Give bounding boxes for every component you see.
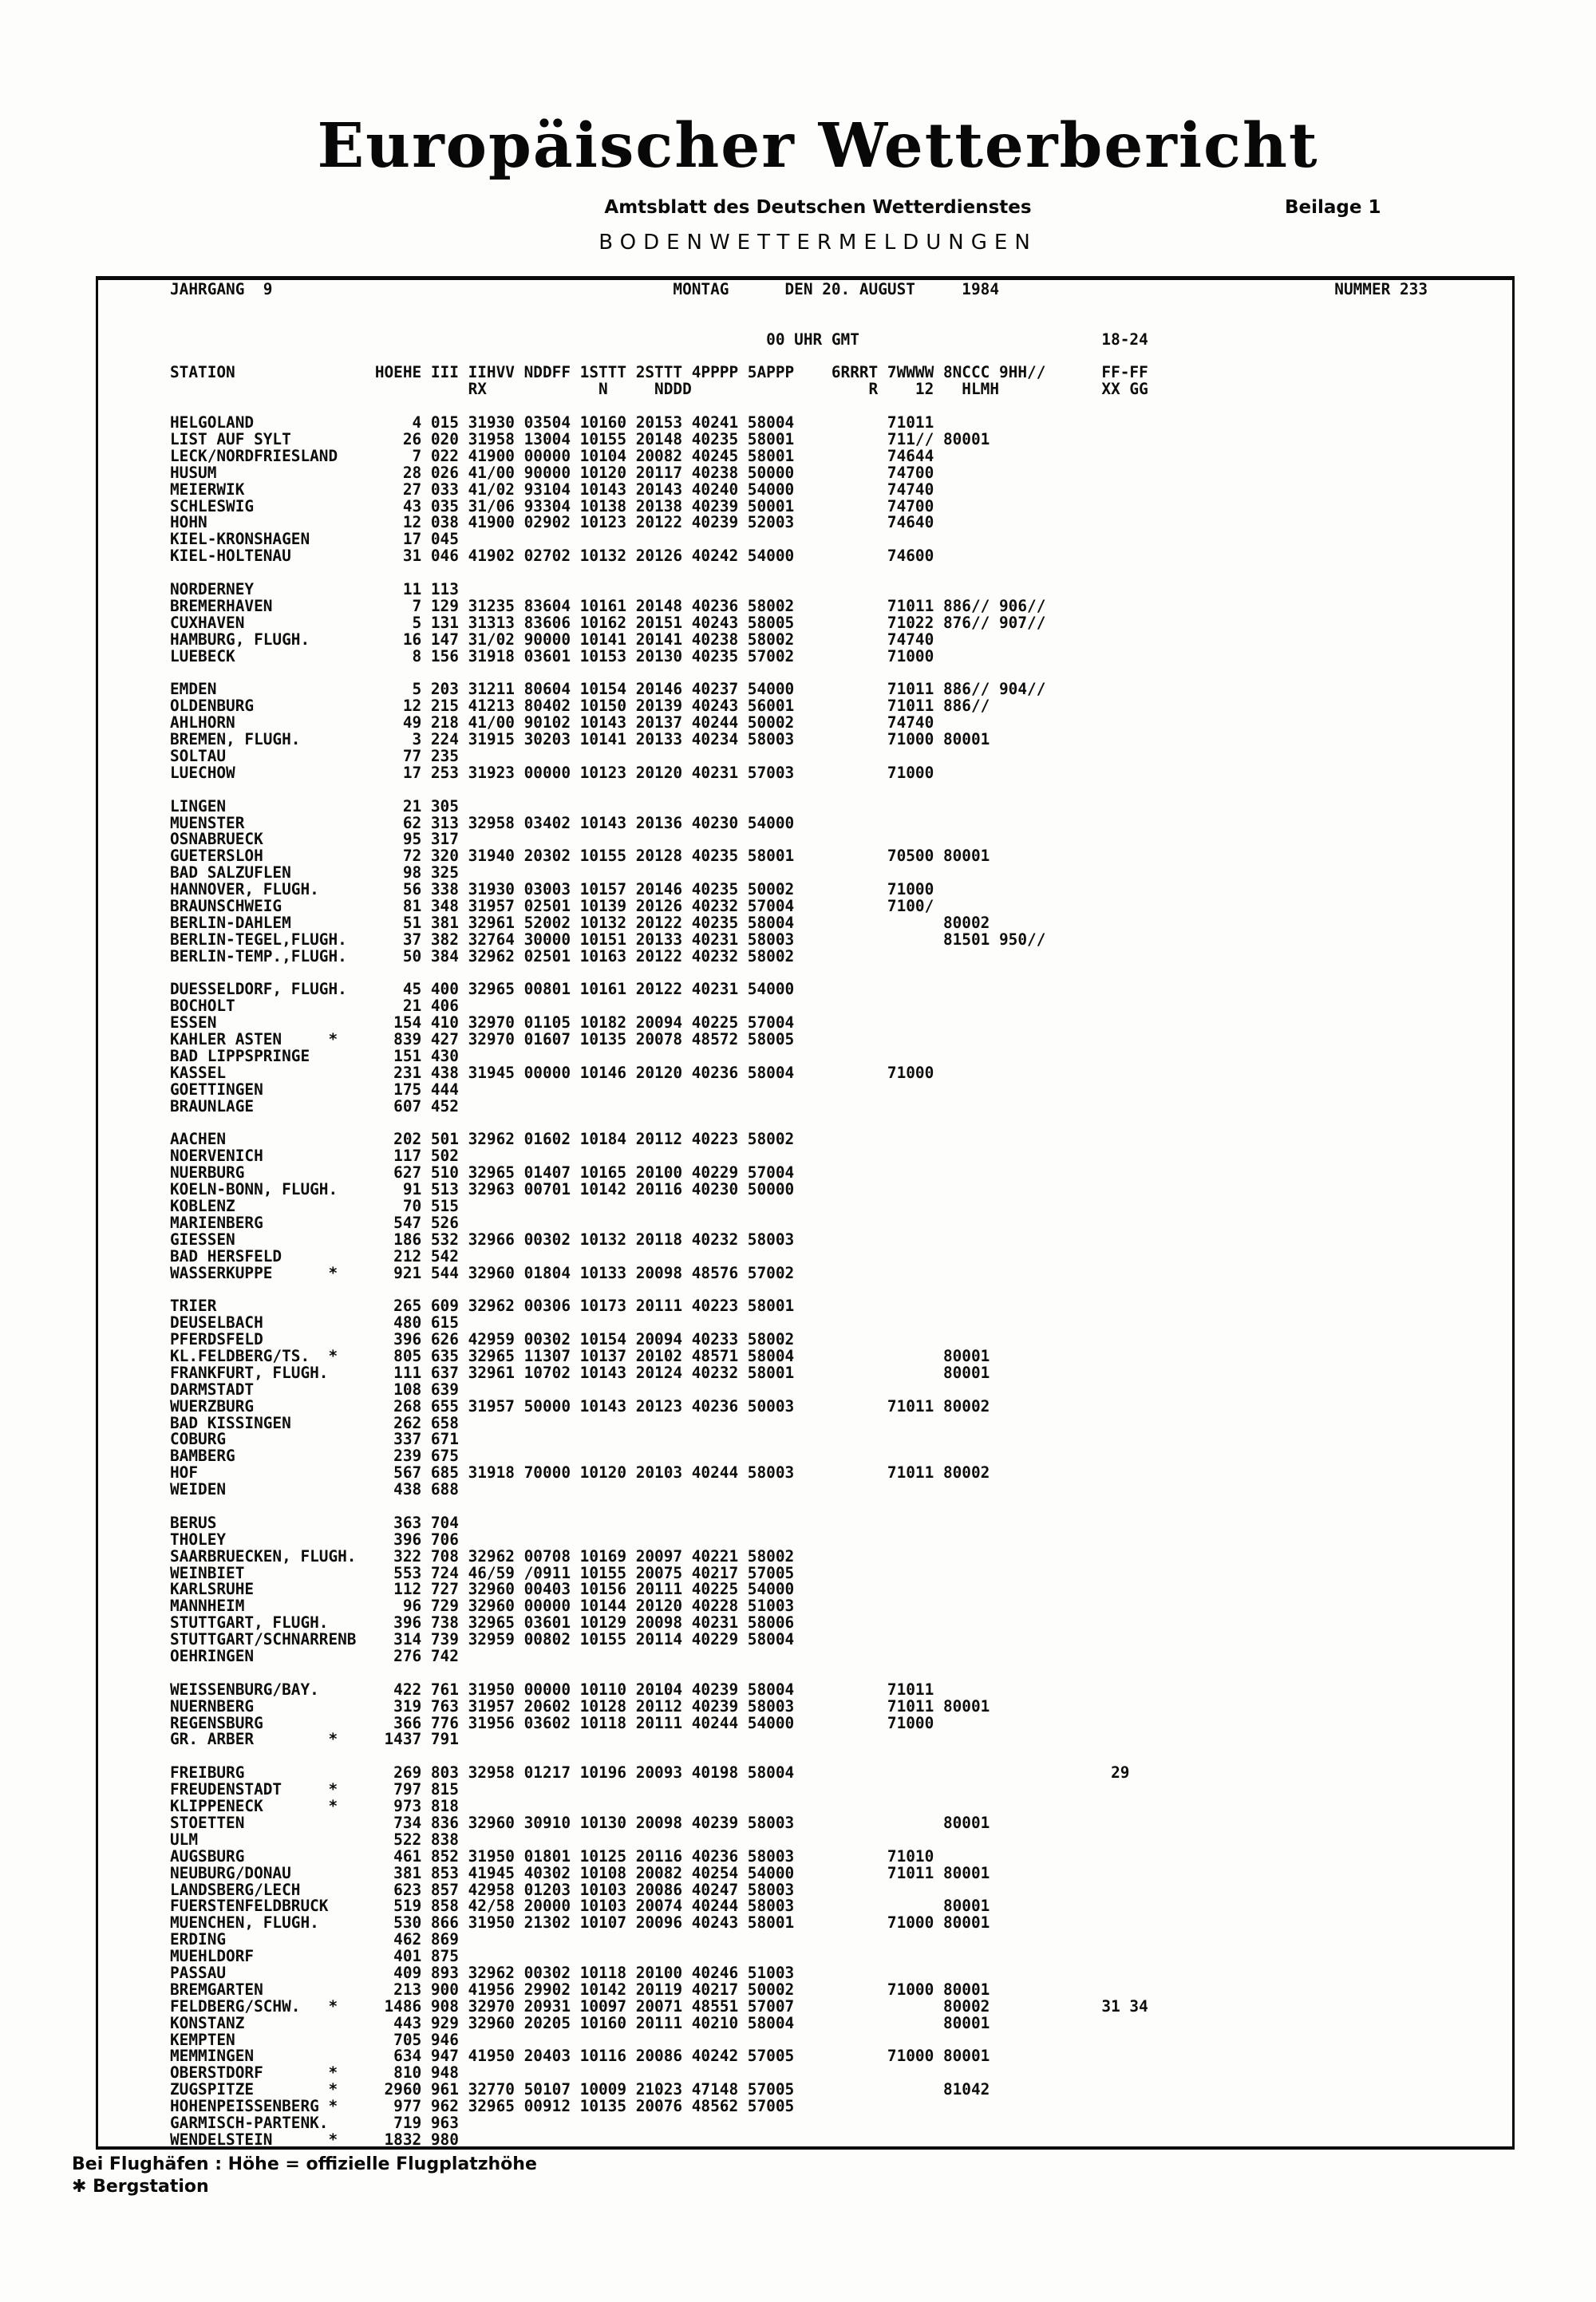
report-line: KOELN-BONN, FLUGH. 91 513 32963 00701 10142 20116 40230 50000 <box>170 1180 795 1199</box>
report-line: BAD HERSFELD 212 542 <box>170 1246 459 1266</box>
report-line: SOLTAU 77 235 <box>170 746 459 765</box>
report-line: BAMBERG 239 675 <box>170 1447 459 1466</box>
report-line: LIST AUF SYLT 26 020 31958 13004 10155 20148 40235 58001 711// 80001 <box>170 430 990 449</box>
report-line: DARMSTADT 108 639 <box>170 1380 459 1399</box>
report-line: WUERZBURG 268 655 31957 50000 10143 20123 40236 50003 71011 80002 <box>170 1396 990 1416</box>
report-line: KIEL-KRONSHAGEN 17 045 <box>170 530 459 549</box>
report-table <box>98 280 1512 2149</box>
report-line: MEMMINGEN 634 947 41950 20403 10116 20086 40242 57005 71000 80001 <box>170 2047 990 2066</box>
report-blank-line <box>170 349 1512 365</box>
report-line: LANDSBERG/LECH 623 857 42958 01203 10103 20086 40247 58003 <box>170 1880 795 1899</box>
report-line: TRIER 265 609 32962 00306 10173 20111 40223 58001 <box>170 1297 795 1316</box>
report-line: HOF 567 685 31918 70000 10120 20103 40244 58003 71011 80002 <box>170 1463 990 1483</box>
report-line: WEISSENBURG/BAY. 422 761 31950 00000 10110 20104 40239 58004 71011 <box>170 1680 934 1699</box>
report-line: ULM 522 838 <box>170 1830 459 1849</box>
report-line: WEINBIET 553 724 46/59 /0911 10155 20075 40217 57005 <box>170 1563 795 1582</box>
report-line: STOETTEN 734 836 32960 30910 10130 20098 40239 58003 80001 <box>170 1813 990 1832</box>
report-line: FREIBURG 269 803 32958 01217 10196 20093 40198 58004 29 <box>170 1763 1130 1783</box>
report-line: BREMGARTEN 213 900 41956 29902 10142 20119 40217 50002 71000 80001 <box>170 1980 990 1999</box>
report-line: KOBLENZ 70 515 <box>170 1196 459 1215</box>
report-line: GOETTINGEN 175 444 <box>170 1080 459 1099</box>
report-line: NOERVENICH 117 502 <box>170 1147 459 1166</box>
report-line: MUENSTER 62 313 32958 03402 10143 20136 40230 54000 <box>170 813 795 832</box>
report-line: NORDERNEY 11 113 <box>170 580 459 599</box>
report-line: WASSERKUPPE * 921 544 32960 01804 10133 20098 48576 57002 <box>170 1263 795 1282</box>
section-title: BODENWETTERMELDUNGEN <box>598 231 1037 255</box>
report-line: OSNABRUECK 95 317 <box>170 830 459 849</box>
report-line: KARLSRUHE 112 727 32960 00403 10156 20111 40225 54000 <box>170 1580 795 1599</box>
report-line: KAHLER ASTEN * 839 427 32970 01607 10135 20078 48572 58005 <box>170 1030 795 1049</box>
report-line: PASSAU 409 893 32962 00302 10118 20100 40246 51003 <box>170 1963 795 1982</box>
report-line: MUEHLDORF 401 875 <box>170 1947 459 1966</box>
report-line: HOHENPEISSENBERG * 977 962 32965 00912 10135 20076 48562 57005 <box>170 2097 795 2116</box>
report-line: KEMPTEN 705 946 <box>170 2030 459 2049</box>
supplement-label: Beilage 1 <box>1285 197 1381 218</box>
report-line: BRAUNLAGE 607 452 <box>170 1096 459 1115</box>
report-line: GARMISCH-PARTENK. 719 963 <box>170 2113 459 2132</box>
report-line: NEUBURG/DONAU 381 853 41945 40302 10108 20082 40254 54000 71011 80001 <box>170 1863 990 1882</box>
report-line: ESSEN 154 410 32970 01105 10182 20094 40225 57004 <box>170 1013 795 1033</box>
report-line: BERLIN-TEGEL,FLUGH. 37 382 32764 30000 10151 20133 40231 58003 81501 950// <box>170 930 1046 949</box>
report-line: LUECHOW 17 253 31923 00000 10123 20120 40231 57003 71000 <box>170 763 934 782</box>
report-line: NUERBURG 627 510 32965 01407 10165 20100 40229 57004 <box>170 1163 795 1183</box>
report-line: LINGEN 21 305 <box>170 796 459 815</box>
report-blank-line <box>170 298 1512 315</box>
report-line: OBERSTDORF * 810 948 <box>170 2063 459 2083</box>
report-line: AUGSBURG 461 852 31950 01801 10125 20116 40236 58003 71010 <box>170 1846 934 1866</box>
report-line: BRAUNSCHWEIG 81 348 31957 02501 10139 20126 40232 57004 7100/ <box>170 896 934 915</box>
report-line: KIEL-HOLTENAU 31 046 41902 02702 10132 20126 40242 54000 74600 <box>170 547 934 566</box>
report-line: RX N NDDD R 12 HLMH XX GG <box>170 380 1148 399</box>
report-line: EMDEN 5 203 31211 80604 10154 20146 40237 54000 71011 886// 904// <box>170 680 1046 699</box>
report-line: BERLIN-TEMP.,FLUGH. 50 384 32962 02501 10163 20122 40232 58002 <box>170 946 795 965</box>
report-line: FREUDENSTADT * 797 815 <box>170 1780 459 1799</box>
footnote-airport-altitude: Bei Flughäfen : Höhe = offizielle Flugplatzhöhe <box>72 2154 537 2174</box>
report-line: BAD LIPPSPRINGE 151 430 <box>170 1046 459 1065</box>
report-line: KONSTANZ 443 929 32960 20205 10160 20111 40210 58004 80001 <box>170 2013 990 2032</box>
report-line: JAHRGANG 9 MONTAG DEN 20. AUGUST 1984 NUMMER 233 <box>170 280 1428 298</box>
report-line: NUERNBERG 319 763 31957 20602 10128 20112 40239 58003 71011 80001 <box>170 1696 990 1716</box>
report-blank-line <box>170 1115 1512 1132</box>
report-blank-line <box>170 1748 1512 1765</box>
report-blank-line <box>170 782 1512 799</box>
report-line: KASSEL 231 438 31945 00000 10146 20120 40236 58004 71000 <box>170 1063 934 1082</box>
report-line: MARIENBERG 547 526 <box>170 1213 459 1232</box>
report-line: DUESSELDORF, FLUGH. 45 400 32965 00801 10161 20122 40231 54000 <box>170 980 795 999</box>
report-line: STUTTGART, FLUGH. 396 738 32965 03601 10129 20098 40231 58006 <box>170 1613 795 1633</box>
report-line: BOCHOLT 21 406 <box>170 997 459 1016</box>
report-line: HELGOLAND 4 015 31930 03504 10160 20153 40241 58004 71011 <box>170 413 934 432</box>
report-blank-line <box>170 398 1512 415</box>
report-line: LECK/NORDFRIESLAND 7 022 41900 00000 10104 20082 40245 58001 74644 <box>170 446 934 465</box>
report-line: STATION HOEHE III IIHVV NDDFF 1STTT 2STTT 4PPPP 5APPP 6RRRT 7WWWW 8NCCC 9HH// FF-FF <box>170 363 1148 382</box>
report-line: OLDENBURG 12 215 41213 80402 10150 20139 40243 56001 71011 886// <box>170 697 990 716</box>
report-line: FELDBERG/SCHW. * 1486 908 32970 20931 10097 20071 48551 57007 80002 31 34 <box>170 1996 1148 2016</box>
report-line: ZUGSPITZE * 2960 961 32770 50107 10009 21023 47148 57005 81042 <box>170 2080 990 2099</box>
report-line: BREMEN, FLUGH. 3 224 31915 30203 10141 20133 40234 58003 71000 80001 <box>170 730 990 749</box>
report-blank-line <box>170 665 1512 681</box>
report-line: KL.FELDBERG/TS. * 805 635 32965 11307 10137 20102 48571 58004 80001 <box>170 1347 990 1365</box>
report-line: FRANKFURT, FLUGH. 111 637 32961 10702 10143 20124 40232 58001 80001 <box>170 1363 990 1382</box>
report-blank-line <box>170 1665 1512 1682</box>
masthead-subtitle: Amtsblatt des Deutschen Wetterdienstes <box>604 197 1032 218</box>
report-line: OEHRINGEN 276 742 <box>170 1647 459 1666</box>
report-line: CUXHAVEN 5 131 31313 83606 10162 20151 40243 58005 71022 876// 907// <box>170 613 1046 632</box>
report-line: GR. ARBER * 1437 791 <box>170 1730 459 1749</box>
report-line: AACHEN 202 501 32962 01602 10184 20112 40223 58002 <box>170 1130 795 1149</box>
report-line: GUETERSLOH 72 320 31940 20302 10155 20128 40235 58001 70500 80001 <box>170 847 990 866</box>
report-blank-line <box>170 965 1512 982</box>
report-line: DEUSELBACH 480 615 <box>170 1313 459 1333</box>
report-line: SCHLESWIG 43 035 31/06 93304 10138 20138 40239 50001 74700 <box>170 496 934 515</box>
report-line: MEIERWIK 27 033 41/02 93104 10143 20143 40240 54000 74740 <box>170 480 934 499</box>
report-line: HAMBURG, FLUGH. 16 147 31/02 90000 10141 20141 40238 58002 74740 <box>170 630 934 649</box>
report-line: FUERSTENFELDBRUCK 519 858 42/58 20000 10103 20074 40244 58003 80001 <box>170 1897 990 1916</box>
report-line: BREMERHAVEN 7 129 31235 83604 10161 20148 40236 58002 71011 886// 906// <box>170 596 1046 615</box>
report-line: AHLHORN 49 218 41/00 90102 10143 20137 40244 50002 74740 <box>170 713 934 732</box>
report-line: 00 UHR GMT 18-24 <box>170 330 1148 349</box>
report-blank-line <box>170 565 1512 582</box>
report-line: BAD KISSINGEN 262 658 <box>170 1413 459 1432</box>
report-line: STUTTGART/SCHNARRENB 314 739 32959 00802 10155 20114 40229 58004 <box>170 1630 795 1649</box>
report-line: BERLIN-DAHLEM 51 381 32961 52002 10132 20122 40235 58004 80002 <box>170 913 990 932</box>
report-line: MANNHEIM 96 729 32960 00000 10144 20120 40228 51003 <box>170 1597 795 1616</box>
report-line: THOLEY 396 706 <box>170 1530 459 1549</box>
report-blank-line <box>170 1281 1512 1298</box>
report-line: GIESSEN 186 532 32966 00302 10132 20118 40232 58003 <box>170 1230 795 1249</box>
report-line: HANNOVER, FLUGH. 56 338 31930 03003 10157 20146 40235 50002 71000 <box>170 880 934 899</box>
report-line: LUEBECK 8 156 31918 03601 10153 20130 40235 57002 71000 <box>170 646 934 665</box>
report-line: ERDING 462 869 <box>170 1930 459 1949</box>
report-line: SAARBRUECKEN, FLUGH. 322 708 32962 00708 10169 20097 40221 58002 <box>170 1546 795 1566</box>
report-line: WENDELSTEIN * 1832 980 <box>170 2130 459 2149</box>
footnote-mountain-station: ✱ Bergstation <box>72 2177 209 2197</box>
report-line: MUENCHEN, FLUGH. 530 866 31950 21302 10107 20096 40243 58001 71000 80001 <box>170 1913 990 1933</box>
report-line: BERUS 363 704 <box>170 1513 459 1532</box>
report-line: PFERDSFELD 396 626 42959 00302 10154 20094 40233 58002 <box>170 1330 795 1349</box>
report-blank-line <box>170 1498 1512 1515</box>
report-line: WEIDEN 438 688 <box>170 1480 459 1499</box>
report-line: COBURG 337 671 <box>170 1430 459 1449</box>
report-line: BAD SALZUFLEN 98 325 <box>170 863 459 882</box>
page-title: Europäischer Wetterbericht <box>317 110 1319 182</box>
report-line: HUSUM 28 026 41/00 90000 10120 20117 40238 50000 74700 <box>170 463 934 482</box>
report-box <box>96 276 1515 2150</box>
report-line: HOHN 12 038 41900 02902 10123 20122 40239 52003 74640 <box>170 513 934 532</box>
report-blank-line <box>170 315 1512 332</box>
report-line: KLIPPENECK * 973 818 <box>170 1797 459 1816</box>
report-line: REGENSBURG 366 776 31956 03602 10118 20111 40244 54000 71000 <box>170 1713 934 1732</box>
